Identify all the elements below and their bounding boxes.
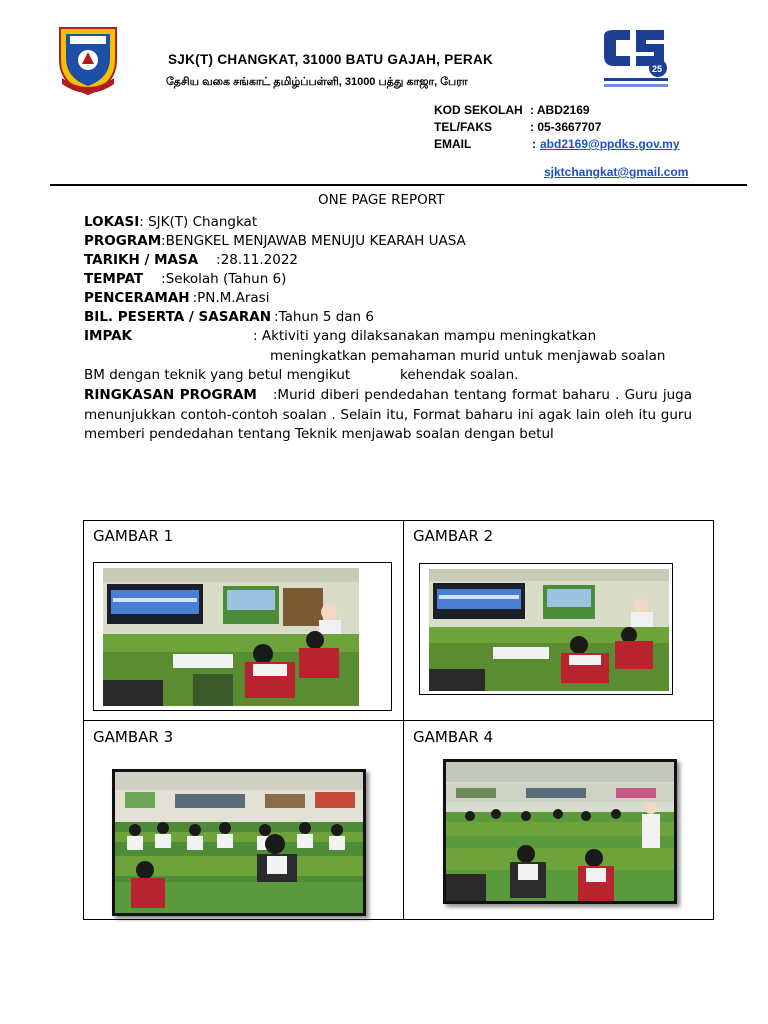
contact-tel-faks [434, 120, 601, 134]
gambar-3-label: GAMBAR 3 [93, 728, 174, 746]
field-value: :Tahun 5 dan 6 [274, 309, 374, 325]
report-title: ONE PAGE REPORT [318, 192, 445, 208]
field-value: :PN.M.Arasi [192, 290, 270, 306]
grid-divider-horizontal [83, 720, 714, 721]
field-program [84, 233, 466, 249]
field-label: TEMPAT [84, 271, 144, 287]
field-label: BIL. PESERTA / SASARAN [84, 309, 272, 325]
field-impak [84, 328, 132, 344]
gambar-1-frame [93, 562, 392, 711]
impak-line-1: : Aktiviti yang dilaksanakan mampu meningkatkan [253, 328, 597, 344]
contact-label: TEL/FAKS [434, 120, 493, 134]
field-peserta [84, 309, 374, 325]
field-tempat [84, 271, 286, 287]
email-link-primary[interactable]: abd2169@ppdks.gov.my [540, 137, 680, 151]
field-label: LOKASI [84, 214, 140, 230]
field-tarikh [84, 252, 298, 268]
email-link-secondary[interactable]: sjktchangkat@gmail.com [544, 165, 689, 179]
gambar-1-label: GAMBAR 1 [93, 527, 174, 545]
contact-email [434, 137, 680, 151]
gambar-2-photo [429, 569, 669, 691]
contact-label: KOD SEKOLAH [434, 103, 523, 117]
impak-line-3a: BM dengan teknik yang betul mengikut [84, 367, 351, 383]
field-label: TARIKH / MASA [84, 252, 199, 268]
field-label: PENCERAMAH [84, 290, 190, 306]
gambar-4-label: GAMBAR 4 [413, 728, 494, 746]
field-value: :28.11.2022 [216, 252, 299, 268]
impak-line-3b: kehendak soalan. [400, 367, 519, 383]
gambar-2-frame [419, 563, 673, 695]
school-name-tamil: தேசிய வகை சங்காட் தமிழ்ப்பள்ளி, 31000 பத்து காஜா, பேரா [166, 76, 468, 88]
header-divider [50, 184, 747, 186]
school-name: SJK(T) CHANGKAT, 31000 BATU GAJAH, PERAK [168, 52, 494, 67]
contact-email-secondary [544, 165, 688, 179]
contact-label: EMAIL [434, 137, 472, 151]
impak-line-2: meningkatkan pemahaman murid untuk menjawab soalan [270, 348, 666, 364]
school-crest-logo [56, 22, 120, 96]
field-lokasi [84, 214, 257, 230]
field-label: PROGRAM [84, 233, 162, 249]
field-penceramah [84, 290, 269, 306]
anniversary-25-logo [600, 26, 672, 94]
field-label: RINGKASAN PROGRAM [84, 387, 257, 403]
field-value: :BENGKEL MENJAWAB MENUJU KEARAH UASA [161, 233, 466, 249]
field-value: :Sekolah (Tahun 6) [161, 271, 287, 287]
svg-text:25: 25 [652, 64, 663, 74]
field-ringkasan [84, 386, 692, 445]
field-label: IMPAK [84, 328, 133, 344]
contact-value: : [532, 137, 536, 151]
contact-value: : ABD2169 [530, 103, 590, 117]
gambar-2-label: GAMBAR 2 [413, 527, 494, 545]
gambar-4-photo [443, 759, 677, 904]
contact-kod-sekolah [434, 103, 590, 117]
field-value: : SJK(T) Changkat [139, 214, 258, 230]
contact-value: : 05-3667707 [530, 120, 602, 134]
gambar-1-photo [103, 568, 359, 706]
gambar-3-photo [112, 769, 366, 916]
field-value: :Murid diberi pendedahan tentang format baharu . Guru juga menunjukkan contoh-contoh soalan . Selain itu, Format baharu ini agak lain oleh itu guru memberi pendedahan tentang Teknik menjawab soalan dengan betul [84, 387, 693, 442]
